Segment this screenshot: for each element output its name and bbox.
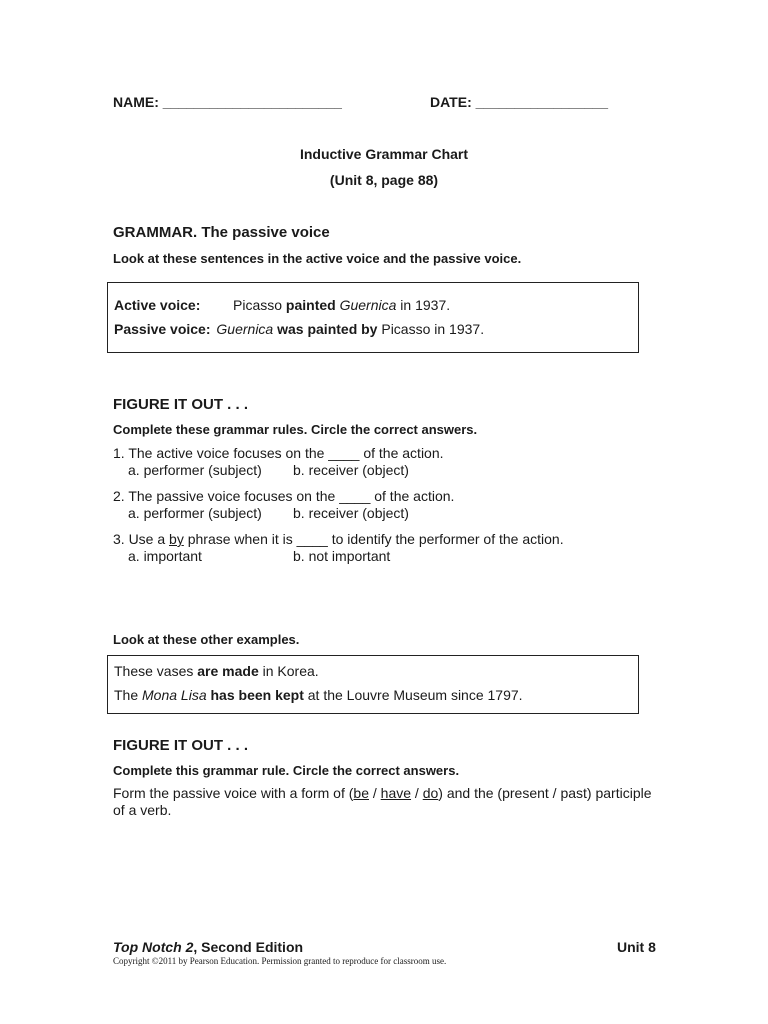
q3-option-b[interactable]: b. not important (293, 548, 391, 564)
grammar-instruction: Look at these sentences in the active voice and the passive voice. (113, 251, 522, 266)
name-field[interactable] (113, 94, 342, 111)
q1-option-a[interactable]: a. performer (subject) (128, 462, 262, 478)
example-sentence-1: These vases are made in Korea. (114, 663, 319, 679)
date-label: DATE: (430, 94, 472, 110)
active-object: Guernica (339, 297, 397, 313)
date-field[interactable] (430, 94, 608, 111)
rule-text: Form the passive voice with a form of (be / have / do) and the (present / past) participle (113, 785, 652, 801)
passive-subject: Guernica (216, 321, 274, 337)
by-phrase: by (169, 531, 184, 547)
passive-voice-label: Passive voice: (114, 321, 211, 337)
name-label: NAME: (113, 94, 159, 110)
figure-it-out-heading-2: FIGURE IT OUT . . . (113, 737, 248, 754)
question-1: 1. The active voice focuses on the ____ of the action. (113, 445, 444, 461)
footer-unit: Unit 8 (617, 939, 656, 955)
example-sentence-2: The Mona Lisa has been kept at the Louvre Museum since 1797. (114, 687, 523, 703)
question-3: 3. Use a by phrase when it is ____ to identify the performer of the action. (113, 531, 564, 547)
passive-verb: was painted by (277, 321, 378, 337)
figure-it-out-heading-1: FIGURE IT OUT . . . (113, 396, 248, 413)
active-voice-label: Active voice: (114, 297, 201, 313)
q1-option-b[interactable]: b. receiver (object) (293, 462, 409, 478)
passive-voice-line: Passive voice: Guernica was painted by Picasso in 1937. (114, 321, 485, 337)
option-have[interactable]: have (380, 785, 412, 801)
question-2: 2. The passive voice focuses on the ____ of the action. (113, 488, 455, 504)
rule-text-line-2: of a verb. (113, 802, 172, 818)
q2-option-a[interactable]: a. performer (subject) (128, 505, 262, 521)
grammar-heading: GRAMMAR. The passive voice (113, 224, 330, 241)
name-blank[interactable]: _______________________ (162, 94, 342, 110)
other-examples-instruction: Look at these other examples. (113, 632, 300, 647)
footer-book-title: Top Notch 2, Second Edition (113, 939, 304, 955)
footer-copyright: Copyright ©2011 by Pearson Education. Permission granted to reproduce for classroom use. (113, 956, 447, 966)
page-subtitle: (Unit 8, page 88) (329, 172, 439, 188)
active-voice-sentence: Picasso painted Guernica in 1937. (233, 297, 451, 313)
page-title: Inductive Grammar Chart (299, 146, 469, 162)
example-box (107, 282, 639, 353)
active-voice-line (114, 297, 200, 314)
figure-it-out-instruction-1: Complete these grammar rules. Circle the correct answers. (113, 422, 478, 437)
q2-option-b[interactable]: b. receiver (object) (293, 505, 409, 521)
other-examples-box (107, 655, 639, 714)
q3-option-a[interactable]: a. important (128, 548, 202, 564)
active-verb: painted (285, 297, 336, 313)
figure-it-out-instruction-2: Complete this grammar rule. Circle the correct answers. (113, 763, 460, 778)
option-do[interactable]: do (422, 785, 439, 801)
date-blank[interactable]: _________________ (475, 94, 608, 110)
option-be[interactable]: be (353, 785, 369, 801)
